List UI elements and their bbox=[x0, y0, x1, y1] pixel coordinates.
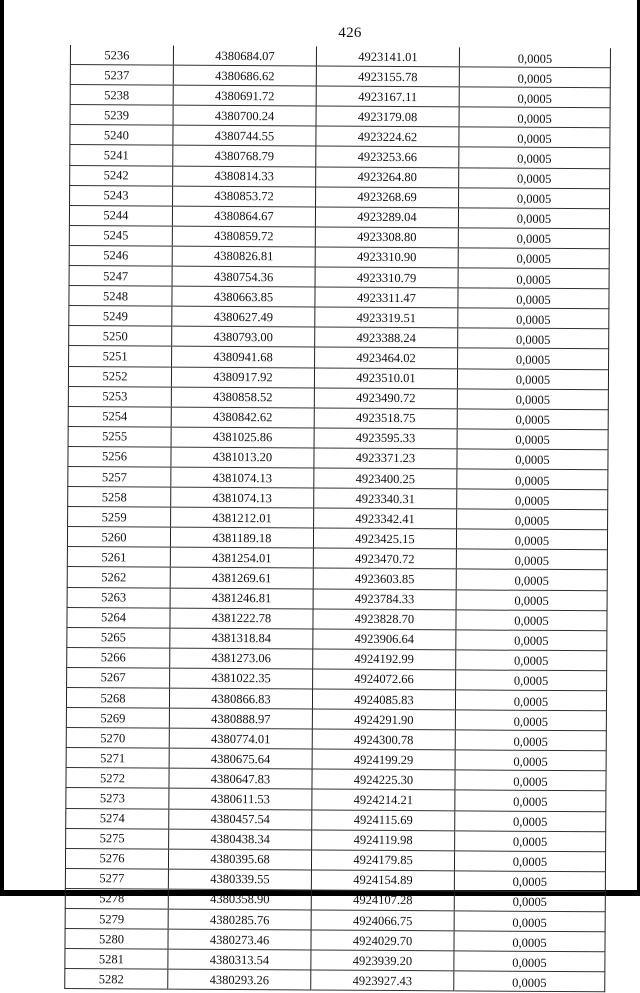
y-coordinate-cell: 4923310.79 bbox=[315, 267, 458, 288]
accuracy-cell: 0,0005 bbox=[455, 790, 606, 811]
y-coordinate-cell: 4923167.11 bbox=[316, 86, 459, 107]
accuracy-cell: 0,0005 bbox=[458, 328, 609, 349]
point-number-cell: 5267 bbox=[67, 667, 170, 688]
y-coordinate-cell: 4923425.15 bbox=[313, 528, 456, 549]
point-number-cell: 5273 bbox=[66, 788, 169, 809]
x-coordinate-cell: 4380358.90 bbox=[168, 889, 311, 910]
accuracy-cell: 0,0005 bbox=[454, 951, 605, 972]
point-number-cell: 5263 bbox=[67, 587, 170, 608]
accuracy-cell: 0,0005 bbox=[456, 589, 607, 610]
x-coordinate-cell: 4381074.13 bbox=[171, 487, 314, 508]
point-number-cell: 5252 bbox=[68, 366, 171, 387]
x-coordinate-cell: 4380395.68 bbox=[168, 849, 311, 870]
point-number-cell: 5240 bbox=[70, 125, 173, 146]
accuracy-cell: 0,0005 bbox=[457, 509, 608, 530]
point-number-cell: 5275 bbox=[66, 828, 169, 849]
point-number-cell: 5245 bbox=[69, 225, 172, 246]
x-coordinate-cell: 4381273.06 bbox=[170, 648, 313, 669]
y-coordinate-cell: 4923518.75 bbox=[314, 408, 457, 429]
point-number-cell: 5280 bbox=[65, 929, 168, 950]
point-number-cell: 5278 bbox=[65, 888, 168, 909]
y-coordinate-cell: 4923400.25 bbox=[314, 468, 457, 489]
accuracy-cell: 0,0005 bbox=[458, 288, 609, 309]
y-coordinate-cell: 4923308.80 bbox=[315, 227, 458, 248]
accuracy-cell: 0,0005 bbox=[459, 167, 610, 188]
coordinates-table bbox=[64, 45, 611, 993]
accuracy-cell: 0,0005 bbox=[455, 831, 606, 852]
y-coordinate-cell: 4924085.83 bbox=[312, 689, 455, 710]
y-coordinate-cell: 4924214.21 bbox=[312, 789, 455, 810]
point-number-cell: 5265 bbox=[67, 627, 170, 648]
x-coordinate-cell: 4380663.85 bbox=[172, 286, 315, 307]
y-coordinate-cell: 4923155.78 bbox=[316, 66, 459, 87]
x-coordinate-cell: 4380814.33 bbox=[173, 166, 316, 187]
accuracy-cell: 0,0005 bbox=[457, 469, 608, 490]
point-number-cell: 5276 bbox=[65, 848, 168, 869]
point-number-cell: 5237 bbox=[70, 65, 173, 86]
point-number-cell: 5243 bbox=[70, 185, 173, 206]
x-coordinate-cell: 4380853.72 bbox=[173, 186, 316, 207]
y-coordinate-cell: 4923595.33 bbox=[314, 428, 457, 449]
y-coordinate-cell: 4923310.90 bbox=[315, 247, 458, 268]
y-coordinate-cell: 4924192.99 bbox=[313, 649, 456, 670]
x-coordinate-cell: 4381254.01 bbox=[170, 547, 313, 568]
y-coordinate-cell: 4923268.69 bbox=[316, 187, 459, 208]
y-coordinate-cell: 4923603.85 bbox=[313, 568, 456, 589]
y-coordinate-cell: 4924066.75 bbox=[311, 910, 454, 931]
accuracy-cell: 0,0005 bbox=[458, 308, 609, 329]
point-number-cell: 5257 bbox=[68, 466, 171, 487]
accuracy-cell: 0,0005 bbox=[456, 650, 607, 671]
point-number-cell: 5281 bbox=[65, 949, 168, 970]
y-coordinate-cell: 4923784.33 bbox=[313, 589, 456, 610]
accuracy-cell: 0,0005 bbox=[458, 268, 609, 289]
accuracy-cell: 0,0005 bbox=[457, 388, 608, 409]
x-coordinate-cell: 4380859.72 bbox=[172, 226, 315, 247]
y-coordinate-cell: 4923510.01 bbox=[314, 367, 457, 388]
x-coordinate-cell: 4380888.97 bbox=[169, 708, 312, 729]
y-coordinate-cell: 4924225.30 bbox=[312, 769, 455, 790]
x-coordinate-cell: 4380684.07 bbox=[173, 46, 316, 66]
accuracy-cell: 0,0005 bbox=[455, 810, 606, 831]
scan-edge-left bbox=[0, 0, 4, 896]
accuracy-cell: 0,0005 bbox=[455, 730, 606, 751]
y-coordinate-cell: 4923342.41 bbox=[314, 508, 457, 529]
y-coordinate-cell: 4924291.90 bbox=[312, 709, 455, 730]
y-coordinate-cell: 4923179.08 bbox=[316, 106, 459, 127]
x-coordinate-cell: 4380438.34 bbox=[169, 829, 312, 850]
accuracy-cell: 0,0005 bbox=[454, 851, 605, 872]
y-coordinate-cell: 4923264.80 bbox=[316, 167, 459, 188]
x-coordinate-cell: 4380774.01 bbox=[169, 728, 312, 749]
x-coordinate-cell: 4380457.54 bbox=[169, 809, 312, 830]
point-number-cell: 5248 bbox=[69, 286, 172, 307]
accuracy-cell: 0,0005 bbox=[459, 47, 610, 68]
point-number-cell: 5250 bbox=[69, 326, 172, 347]
accuracy-cell: 0,0005 bbox=[458, 348, 609, 369]
x-coordinate-cell: 4380866.83 bbox=[169, 688, 312, 709]
accuracy-cell: 0,0005 bbox=[456, 609, 607, 630]
accuracy-cell: 0,0005 bbox=[457, 368, 608, 389]
point-number-cell: 5282 bbox=[65, 969, 168, 990]
x-coordinate-cell: 4380941.68 bbox=[172, 347, 315, 368]
y-coordinate-cell: 4923927.43 bbox=[311, 970, 454, 991]
y-coordinate-cell: 4923224.62 bbox=[316, 126, 459, 147]
table-body bbox=[65, 45, 611, 992]
point-number-cell: 5268 bbox=[66, 687, 169, 708]
y-coordinate-cell: 4924072.66 bbox=[313, 669, 456, 690]
x-coordinate-cell: 4380686.62 bbox=[173, 65, 316, 86]
x-coordinate-cell: 4381212.01 bbox=[171, 507, 314, 528]
accuracy-cell: 0,0005 bbox=[457, 489, 608, 510]
point-number-cell: 5238 bbox=[70, 85, 173, 106]
accuracy-cell: 0,0005 bbox=[459, 67, 610, 88]
x-coordinate-cell: 4380273.46 bbox=[168, 929, 311, 950]
x-coordinate-cell: 4380842.62 bbox=[171, 407, 314, 428]
table-row bbox=[65, 969, 605, 992]
point-number-cell: 5246 bbox=[69, 245, 172, 266]
accuracy-cell: 0,0005 bbox=[457, 429, 608, 450]
x-coordinate-cell: 4380339.55 bbox=[168, 869, 311, 890]
point-number-cell: 5253 bbox=[68, 386, 171, 407]
x-coordinate-cell: 4381074.13 bbox=[171, 467, 314, 488]
accuracy-cell: 0,0005 bbox=[458, 248, 609, 269]
x-coordinate-cell: 4380768.79 bbox=[173, 146, 316, 167]
y-coordinate-cell: 4923289.04 bbox=[315, 207, 458, 228]
y-coordinate-cell: 4923311.47 bbox=[315, 287, 458, 308]
accuracy-cell: 0,0005 bbox=[459, 188, 610, 209]
x-coordinate-cell: 4380611.53 bbox=[169, 789, 312, 810]
x-coordinate-cell: 4380293.26 bbox=[168, 969, 311, 990]
point-number-cell: 5239 bbox=[70, 105, 173, 126]
accuracy-cell: 0,0005 bbox=[455, 710, 606, 731]
x-coordinate-cell: 4380691.72 bbox=[173, 85, 316, 106]
point-number-cell: 5270 bbox=[66, 728, 169, 749]
x-coordinate-cell: 4380744.55 bbox=[173, 126, 316, 147]
y-coordinate-cell: 4923828.70 bbox=[313, 609, 456, 630]
point-number-cell: 5251 bbox=[69, 346, 172, 367]
y-coordinate-cell: 4923490.72 bbox=[314, 388, 457, 409]
accuracy-cell: 0,0005 bbox=[456, 529, 607, 550]
page-number: 426 bbox=[338, 25, 362, 41]
x-coordinate-cell: 4381013.20 bbox=[171, 447, 314, 468]
x-coordinate-cell: 4380313.54 bbox=[168, 949, 311, 970]
x-coordinate-cell: 4381269.61 bbox=[170, 568, 313, 589]
x-coordinate-cell: 4380826.81 bbox=[172, 246, 315, 267]
accuracy-cell: 0,0005 bbox=[456, 549, 607, 570]
accuracy-cell: 0,0005 bbox=[456, 670, 607, 691]
point-number-cell: 5279 bbox=[65, 909, 168, 930]
accuracy-cell: 0,0005 bbox=[455, 690, 606, 711]
x-coordinate-cell: 4380864.67 bbox=[172, 206, 315, 227]
point-number-cell: 5272 bbox=[66, 768, 169, 789]
accuracy-cell: 0,0005 bbox=[459, 107, 610, 128]
accuracy-cell: 0,0005 bbox=[458, 208, 609, 229]
x-coordinate-cell: 4380858.52 bbox=[171, 387, 314, 408]
accuracy-cell: 0,0005 bbox=[459, 87, 610, 108]
y-coordinate-cell: 4923464.02 bbox=[315, 347, 458, 368]
accuracy-cell: 0,0005 bbox=[454, 891, 605, 912]
point-number-cell: 5241 bbox=[70, 145, 173, 166]
x-coordinate-cell: 4380627.49 bbox=[172, 306, 315, 327]
point-number-cell: 5258 bbox=[68, 487, 171, 508]
point-number-cell: 5262 bbox=[67, 567, 170, 588]
x-coordinate-cell: 4380754.36 bbox=[172, 266, 315, 287]
point-number-cell: 5249 bbox=[69, 306, 172, 327]
x-coordinate-cell: 4381222.78 bbox=[170, 608, 313, 629]
x-coordinate-cell: 4381246.81 bbox=[170, 588, 313, 609]
point-number-cell: 5264 bbox=[67, 607, 170, 628]
point-number-cell: 5255 bbox=[68, 426, 171, 447]
point-number-cell: 5244 bbox=[69, 205, 172, 226]
y-coordinate-cell: 4923319.51 bbox=[315, 307, 458, 328]
x-coordinate-cell: 4381022.35 bbox=[170, 668, 313, 689]
y-coordinate-cell: 4924119.98 bbox=[312, 830, 455, 851]
point-number-cell: 5266 bbox=[67, 647, 170, 668]
y-coordinate-cell: 4924199.29 bbox=[312, 749, 455, 770]
point-number-cell: 5261 bbox=[67, 547, 170, 568]
x-coordinate-cell: 4380917.92 bbox=[171, 367, 314, 388]
x-coordinate-cell: 4380285.76 bbox=[168, 909, 311, 930]
x-coordinate-cell: 4381189.18 bbox=[170, 527, 313, 548]
accuracy-cell: 0,0005 bbox=[459, 147, 610, 168]
y-coordinate-cell: 4923141.01 bbox=[316, 47, 459, 67]
x-coordinate-cell: 4381318.84 bbox=[170, 628, 313, 649]
x-coordinate-cell: 4380700.24 bbox=[173, 105, 316, 126]
x-coordinate-cell: 4381025.86 bbox=[171, 427, 314, 448]
y-coordinate-cell: 4924029.70 bbox=[311, 930, 454, 951]
accuracy-cell: 0,0005 bbox=[454, 911, 605, 932]
x-coordinate-cell: 4380647.83 bbox=[169, 768, 312, 789]
x-coordinate-cell: 4380793.00 bbox=[172, 326, 315, 347]
accuracy-cell: 0,0005 bbox=[455, 750, 606, 771]
y-coordinate-cell: 4924154.89 bbox=[311, 870, 454, 891]
point-number-cell: 5271 bbox=[66, 748, 169, 769]
y-coordinate-cell: 4923253.66 bbox=[316, 146, 459, 167]
point-number-cell: 5259 bbox=[68, 507, 171, 528]
accuracy-cell: 0,0005 bbox=[454, 871, 605, 892]
accuracy-cell: 0,0005 bbox=[458, 228, 609, 249]
y-coordinate-cell: 4924107.28 bbox=[311, 890, 454, 911]
point-number-cell: 5256 bbox=[68, 446, 171, 467]
y-coordinate-cell: 4923906.64 bbox=[313, 629, 456, 650]
accuracy-cell: 0,0005 bbox=[457, 409, 608, 430]
accuracy-cell: 0,0005 bbox=[459, 127, 610, 148]
accuracy-cell: 0,0005 bbox=[456, 630, 607, 651]
point-number-cell: 5254 bbox=[68, 406, 171, 427]
y-coordinate-cell: 4923939.20 bbox=[311, 950, 454, 971]
x-coordinate-cell: 4380675.64 bbox=[169, 748, 312, 769]
y-coordinate-cell: 4924179.85 bbox=[311, 850, 454, 871]
accuracy-cell: 0,0005 bbox=[457, 449, 608, 470]
point-number-cell: 5277 bbox=[65, 868, 168, 889]
point-number-cell: 5247 bbox=[69, 266, 172, 287]
y-coordinate-cell: 4924115.69 bbox=[312, 810, 455, 831]
accuracy-cell: 0,0005 bbox=[454, 971, 605, 992]
point-number-cell: 5236 bbox=[70, 45, 173, 65]
y-coordinate-cell: 4923388.24 bbox=[315, 327, 458, 348]
accuracy-cell: 0,0005 bbox=[455, 770, 606, 791]
y-coordinate-cell: 4923470.72 bbox=[313, 548, 456, 569]
point-number-cell: 5269 bbox=[66, 708, 169, 729]
accuracy-cell: 0,0005 bbox=[454, 931, 605, 952]
point-number-cell: 5274 bbox=[66, 808, 169, 829]
y-coordinate-cell: 4924300.78 bbox=[312, 729, 455, 750]
point-number-cell: 5260 bbox=[67, 527, 170, 548]
y-coordinate-cell: 4923340.31 bbox=[314, 488, 457, 509]
y-coordinate-cell: 4923371.23 bbox=[314, 448, 457, 469]
point-number-cell: 5242 bbox=[70, 165, 173, 186]
accuracy-cell: 0,0005 bbox=[456, 569, 607, 590]
